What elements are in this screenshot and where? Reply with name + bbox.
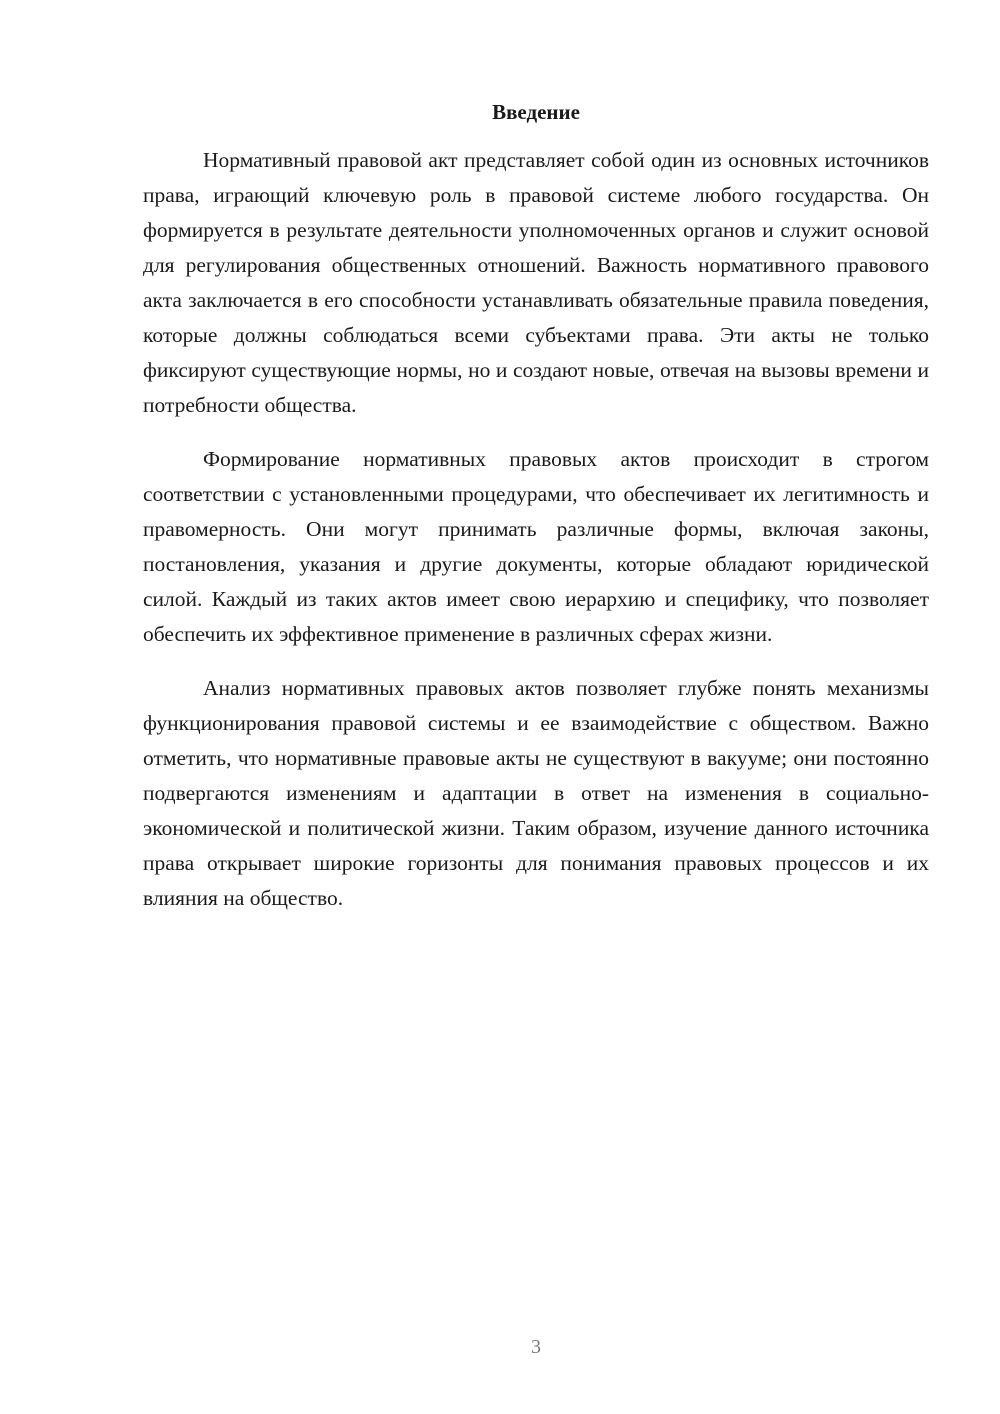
paragraph-1: Нормативный правовой акт представляет собой один из основных источников права, играющий ключевую роль в правовой системе любого государства. Он формируется в результате деятельности уполномоченных органов и служит основой для регулирования общественных отношений. Важность нормативного правового акта заключается в его способности устанавливать обязательные правила поведения, которые должны соблюдаться всеми субъектами права. Эти акты не только фиксируют существующие нормы, но и создают новые, отвечая на вызовы времени и потребности общества. <box>143 148 929 417</box>
body-text <box>143 143 929 935</box>
paragraph-2: Формирование нормативных правовых актов происходит в строгом соответствии с установленными процедурами, что обеспечивает их легитимность и правомерность. Они могут принимать различные формы, включая законы, постановления, указания и другие документы, которые обладают юридической силой. Каждый из таких актов имеет свою иерархию и специфику, что позволяет обеспечить их эффективное применение в различных сферах жизни. <box>143 447 929 646</box>
paragraph-3: Анализ нормативных правовых актов позволяет глубже понять механизмы функционирования правовой системы и ее взаимодействие с обществом. Важно отметить, что нормативные правовые акты не существуют в вакууме; они постоянно подвергаются изменениям и адаптации в ответ на изменения в социально-экономической и политической жизни. Таким образом, изучение данного источника права открывает широкие горизонты для понимания правовых процессов и их влияния на общество. <box>143 676 929 910</box>
page-title: Введение <box>492 100 580 124</box>
page-number: 3 <box>531 1336 541 1358</box>
